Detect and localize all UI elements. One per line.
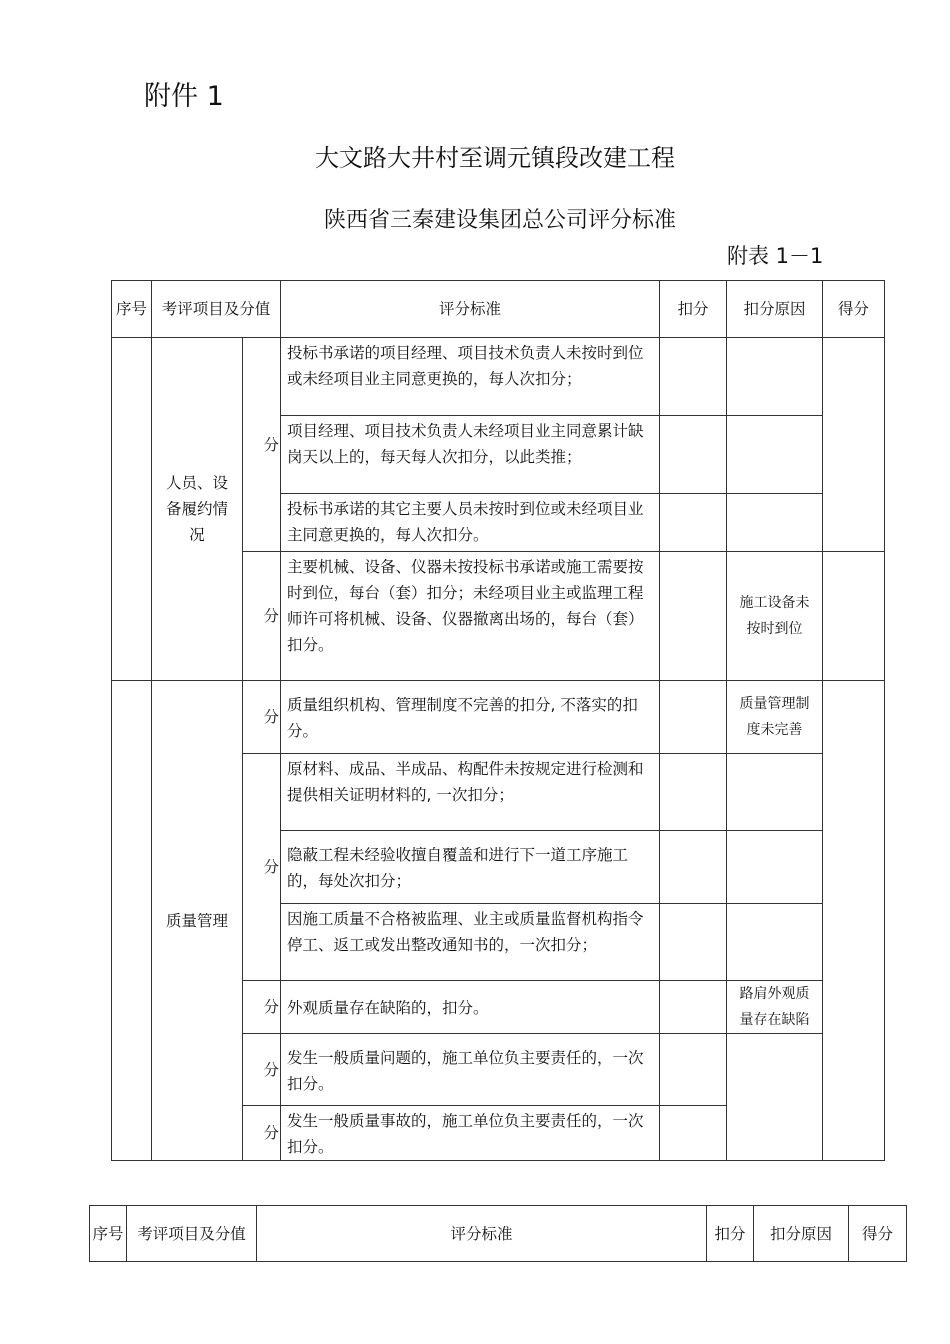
table-header-row bbox=[112, 281, 885, 338]
standard-cell: 质量组织机构、管理制度不完善的扣分, 不落实的扣分。 bbox=[281, 681, 660, 754]
header-reason: 扣分原因 bbox=[727, 281, 823, 338]
scoring-table bbox=[111, 280, 885, 1161]
standard-cell: 投标书承诺的其它主要人员未按时到位或未经项目业主同意更换的，每人次扣分。 bbox=[281, 494, 660, 552]
standard-cell: 投标书承诺的项目经理、项目技术负责人未按时到位或未经项目业主同意更换的，每人次扣分； bbox=[281, 338, 660, 416]
table-row bbox=[112, 338, 885, 416]
reason-cell bbox=[727, 494, 823, 552]
scoring-table-continued bbox=[89, 1205, 907, 1262]
points-cell: 分 bbox=[243, 981, 281, 1034]
header-score: 得分 bbox=[849, 1206, 907, 1262]
seq-cell bbox=[112, 338, 152, 681]
standard-cell: 发生一般质量问题的，施工单位负主要责任的，一次扣分。 bbox=[281, 1034, 660, 1106]
document-subtitle: 陕西省三秦建设集团总公司评分标准 bbox=[323, 208, 676, 233]
deduct-cell bbox=[660, 981, 727, 1034]
standard-cell: 项目经理、项目技术负责人未经项目业主同意累计缺岗天以上的，每天每人次扣分，以此类推； bbox=[281, 416, 660, 494]
deduct-cell bbox=[660, 494, 727, 552]
header-item: 考评项目及分值 bbox=[127, 1206, 257, 1262]
reason-cell bbox=[727, 754, 823, 831]
standard-cell: 原材料、成品、半成品、构配件未按规定进行检测和提供相关证明材料的, 一次扣分； bbox=[281, 754, 660, 831]
standard-cell: 外观质量存在缺陷的，扣分。 bbox=[281, 981, 660, 1034]
deduct-cell bbox=[660, 552, 727, 681]
points-cell: 分 bbox=[243, 1106, 281, 1161]
document-title: 大文路大井村至调元镇段改建工程 bbox=[315, 144, 675, 172]
points-cell: 分 bbox=[243, 552, 281, 681]
reason-cell: 施工设备未按时到位 bbox=[727, 552, 823, 681]
header-deduct: 扣分 bbox=[707, 1206, 754, 1262]
deduct-cell bbox=[660, 904, 727, 981]
reason-cell bbox=[727, 904, 823, 981]
header-reason: 扣分原因 bbox=[754, 1206, 849, 1262]
header-standard: 评分标准 bbox=[281, 281, 660, 338]
deduct-cell bbox=[660, 831, 727, 904]
standard-cell: 隐蔽工程未经验收擅自覆盖和进行下一道工序施工的，每处次扣分； bbox=[281, 831, 660, 904]
score-cell bbox=[823, 681, 885, 1161]
score-cell bbox=[823, 552, 885, 681]
score-cell bbox=[823, 338, 885, 552]
header-score: 得分 bbox=[823, 281, 885, 338]
header-standard: 评分标准 bbox=[257, 1206, 707, 1262]
item-quality: 质量管理 bbox=[152, 681, 243, 1161]
deduct-cell bbox=[660, 754, 727, 831]
deduct-cell bbox=[660, 416, 727, 494]
reason-cell bbox=[727, 338, 823, 416]
deduct-cell bbox=[660, 1034, 727, 1106]
reason-cell: 质量管理制度未完善 bbox=[727, 681, 823, 754]
header-deduct: 扣分 bbox=[660, 281, 727, 338]
header-seq: 序号 bbox=[112, 281, 152, 338]
points-cell: 分 bbox=[243, 754, 281, 981]
deduct-cell bbox=[660, 1106, 727, 1161]
points-cell: 分 bbox=[243, 1034, 281, 1106]
deduct-cell bbox=[660, 681, 727, 754]
item-personnel: 人员、设备履约情况 bbox=[152, 338, 243, 681]
deduct-cell bbox=[660, 338, 727, 416]
attachment-label: 附件 1 bbox=[144, 81, 224, 112]
table-row bbox=[112, 681, 885, 754]
header-seq: 序号 bbox=[90, 1206, 127, 1262]
table-header-row bbox=[90, 1206, 907, 1262]
reason-cell bbox=[727, 831, 823, 904]
table-number: 附表 1－1 bbox=[727, 244, 824, 268]
standard-cell: 发生一般质量事故的，施工单位负主要责任的，一次扣分。 bbox=[281, 1106, 660, 1161]
reason-cell bbox=[727, 416, 823, 494]
header-item: 考评项目及分值 bbox=[152, 281, 281, 338]
points-cell: 分 bbox=[243, 338, 281, 552]
points-cell: 分 bbox=[243, 681, 281, 754]
seq-cell bbox=[112, 681, 152, 1161]
standard-cell: 因施工质量不合格被监理、业主或质量监督机构指令停工、返工或发出整改通知书的，一次扣分； bbox=[281, 904, 660, 981]
standard-cell: 主要机械、设备、仪器未按投标书承诺或施工需要按时到位，每台（套）扣分；未经项目业主或监理工程师许可将机械、设备、仪器撤离出场的，每台（套）扣分。 bbox=[281, 552, 660, 681]
reason-cell bbox=[727, 1034, 823, 1161]
reason-cell: 路肩外观质量存在缺陷 bbox=[727, 981, 823, 1034]
